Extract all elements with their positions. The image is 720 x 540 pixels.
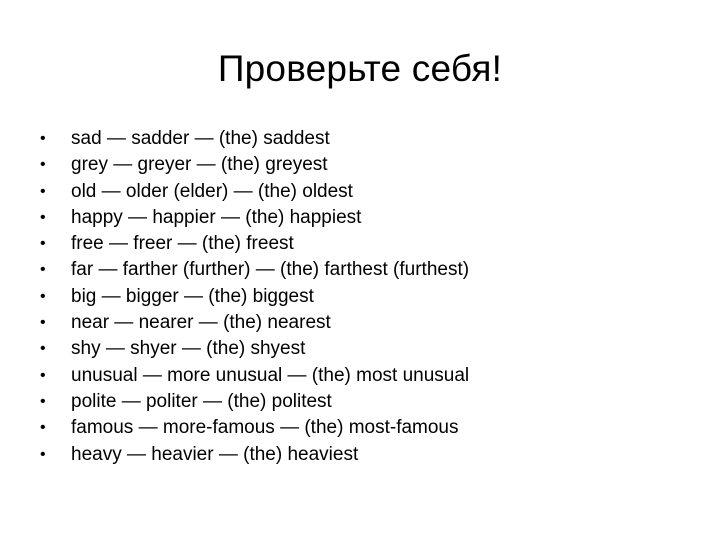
list-item	[40, 310, 680, 336]
bullet-icon: •	[40, 156, 46, 174]
list-item-text: old — older (elder) — (the) oldest	[71, 180, 353, 202]
list-item-text: big — bigger — (the) biggest	[71, 285, 314, 307]
list-item	[40, 389, 680, 415]
bullet-icon: •	[40, 340, 46, 358]
list-item	[40, 152, 680, 178]
list-item	[40, 442, 680, 468]
bullet-icon: •	[40, 130, 46, 147]
list-item	[40, 231, 680, 257]
list-item-text: unusual — more unusual — (the) most unusual	[71, 364, 470, 386]
bullet-icon: •	[40, 261, 46, 279]
bullet-icon: •	[40, 445, 46, 463]
bullet-icon: •	[40, 366, 46, 384]
list-item-text: sad — sadder — (the) saddest	[71, 128, 330, 149]
list-item	[40, 257, 680, 283]
list-item	[40, 415, 680, 441]
bullet-icon: •	[40, 235, 46, 253]
list-item	[40, 363, 680, 389]
list-item-text: happy — happier — (the) happiest	[71, 206, 362, 228]
comparison-list	[40, 126, 680, 468]
bullet-icon: •	[40, 314, 46, 332]
bullet-icon: •	[40, 208, 46, 226]
list-item	[40, 284, 680, 310]
list-item-text: famous — more-famous — (the) most-famous	[71, 417, 459, 439]
list-item-text: grey — greyer — (the) greyest	[71, 154, 328, 176]
list-item-text: shy — shyer — (the) shyest	[71, 338, 306, 360]
list-item	[40, 126, 680, 152]
list-item-text: far — farther (further) — (the) farthest (furthest)	[71, 259, 470, 281]
slide-title: Проверьте себя!	[217, 48, 503, 89]
bullet-icon: •	[40, 182, 46, 200]
list-item-text: heavy — heavier — (the) heaviest	[71, 443, 359, 465]
list-item	[40, 336, 680, 362]
bullet-icon: •	[40, 287, 46, 305]
list-item-text: near — nearer — (the) nearest	[71, 312, 331, 334]
list-item-text: polite — politer — (the) politest	[71, 390, 332, 412]
list-item	[40, 205, 680, 231]
bullet-icon: •	[40, 419, 46, 437]
bullet-icon: •	[40, 392, 46, 410]
list-item-text: free — freer — (the) freest	[71, 233, 294, 255]
list-item	[40, 179, 680, 205]
